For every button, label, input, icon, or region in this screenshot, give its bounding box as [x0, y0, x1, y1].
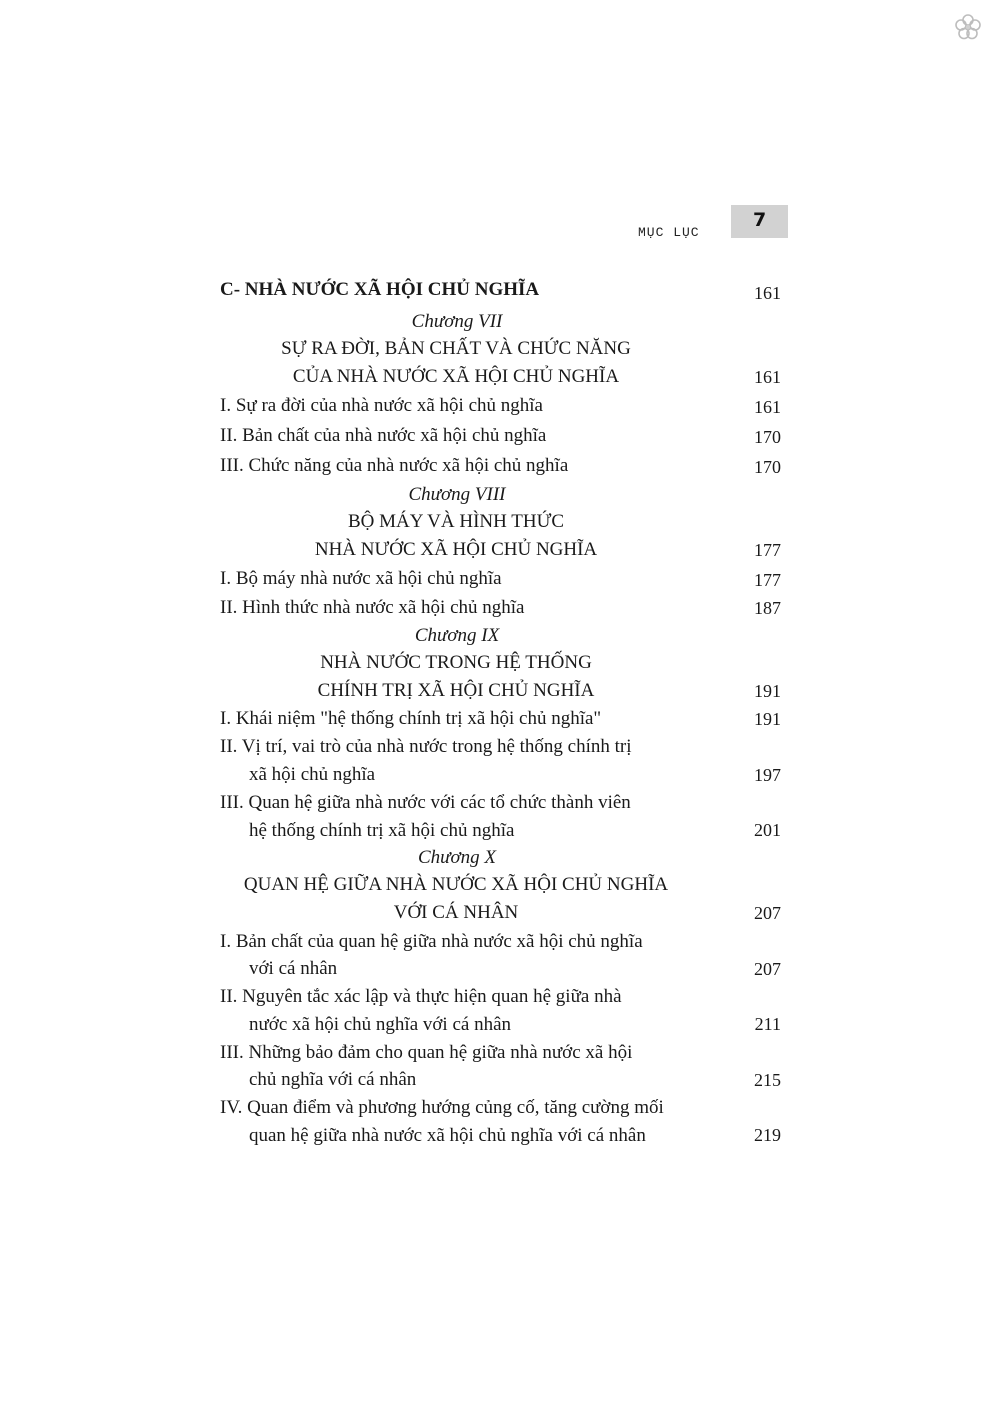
- toc-entry: I. Khái niệm "hệ thống chính trị xã hội chủ nghĩa": [220, 708, 602, 729]
- toc-entry-line1: III. Quan hệ giữa nhà nước với các tổ chức thành viên: [220, 792, 631, 813]
- chapter-10-title-line1: QUAN HỆ GIỮA NHÀ NƯỚC XÃ HỘI CHỦ NGHĨA: [243, 874, 669, 895]
- toc-entry-line2: nước xã hội chủ nghĩa với cá nhân: [249, 1014, 512, 1035]
- chapter-8-title-line1: BỘ MÁY VÀ HÌNH THỨC: [347, 511, 565, 532]
- page-number: 7: [753, 209, 767, 231]
- toc-entry-page: 201: [754, 820, 781, 840]
- chapter-9-title-line2: CHÍNH TRỊ XÃ HỘI CHỦ NGHĨA: [317, 680, 595, 701]
- toc-entry-page: 197: [754, 765, 781, 785]
- toc-entry-page: 191: [754, 709, 781, 729]
- chapter-8-page: 177: [754, 540, 781, 560]
- chapter-8-title-line2: NHÀ NƯỚC XÃ HỘI CHỦ NGHĨA: [314, 539, 598, 560]
- toc-entry-line2: hệ thống chính trị xã hội chủ nghĩa: [249, 820, 515, 841]
- chapter-7-page: 161: [754, 367, 781, 387]
- section-title: C- NHÀ NƯỚC XÃ HỘI CHỦ NGHĨA: [220, 279, 540, 300]
- toc-entry-line2: chủ nghĩa với cá nhân: [249, 1069, 417, 1090]
- toc-entry-page: 170: [754, 457, 781, 477]
- toc-entry: I. Sự ra đời của nhà nước xã hội chủ nghĩa: [220, 395, 543, 416]
- chapter-9-page: 191: [754, 681, 781, 701]
- toc-entry-line2: quan hệ giữa nhà nước xã hội chủ nghĩa với cá nhân: [249, 1125, 646, 1146]
- chapter-8-label: Chương VIII: [408, 484, 506, 505]
- chapter-10-page: 207: [754, 903, 781, 923]
- chapter-10-title-line2: VỚI CÁ NHÂN: [393, 902, 519, 923]
- chapter-9-title-line1: NHÀ NƯỚC TRONG HỆ THỐNG: [320, 652, 592, 673]
- toc-entry-line1: III. Những bảo đảm cho quan hệ giữa nhà nước xã hội: [220, 1042, 633, 1063]
- flower-watermark-icon: [955, 14, 981, 40]
- chapter-7-label: Chương VII: [411, 311, 503, 332]
- toc-entry: I. Bộ máy nhà nước xã hội chủ nghĩa: [220, 568, 502, 589]
- toc-entry-page: 161: [754, 397, 781, 417]
- running-header: MỤC LỤC: [638, 225, 700, 240]
- toc-entry-line2: xã hội chủ nghĩa: [249, 764, 376, 785]
- chapter-10-label: Chương X: [417, 847, 497, 868]
- toc-entry-line1: I. Bản chất của quan hệ giữa nhà nước xã hội chủ nghĩa: [220, 931, 643, 952]
- toc-entry-page: 211: [754, 1014, 781, 1034]
- toc-entry-line1: II. Vị trí, vai trò của nhà nước trong hệ thống chính trị: [220, 736, 632, 757]
- toc-entry-page: 177: [754, 570, 781, 590]
- section-page: 161: [754, 283, 781, 303]
- toc-entry: II. Bản chất của nhà nước xã hội chủ nghĩa: [220, 425, 547, 446]
- toc-entry-line1: IV. Quan điểm và phương hướng củng cố, tăng cường mối: [220, 1097, 664, 1118]
- toc-entry-page: 207: [754, 959, 781, 979]
- toc-entry: II. Hình thức nhà nước xã hội chủ nghĩa: [220, 597, 525, 618]
- chapter-9-label: Chương IX: [414, 625, 500, 646]
- chapter-7-title-line1: SỰ RA ĐỜI, BẢN CHẤT VÀ CHỨC NĂNG: [281, 338, 631, 359]
- toc-entry-page: 215: [754, 1070, 781, 1090]
- toc-entry-page: 219: [754, 1125, 781, 1145]
- toc-entry: III. Chức năng của nhà nước xã hội chủ nghĩa: [220, 455, 569, 476]
- toc-entry-page: 170: [754, 427, 781, 447]
- toc-entry-page: 187: [754, 598, 781, 618]
- page-number-box: [731, 205, 788, 238]
- chapter-7-title-line2: CỦA NHÀ NƯỚC XÃ HỘI CHỦ NGHĨA: [292, 366, 620, 387]
- toc-entry-line2: với cá nhân: [249, 958, 338, 979]
- toc-entry-line1: II. Nguyên tắc xác lập và thực hiện quan hệ giữa nhà: [220, 986, 622, 1007]
